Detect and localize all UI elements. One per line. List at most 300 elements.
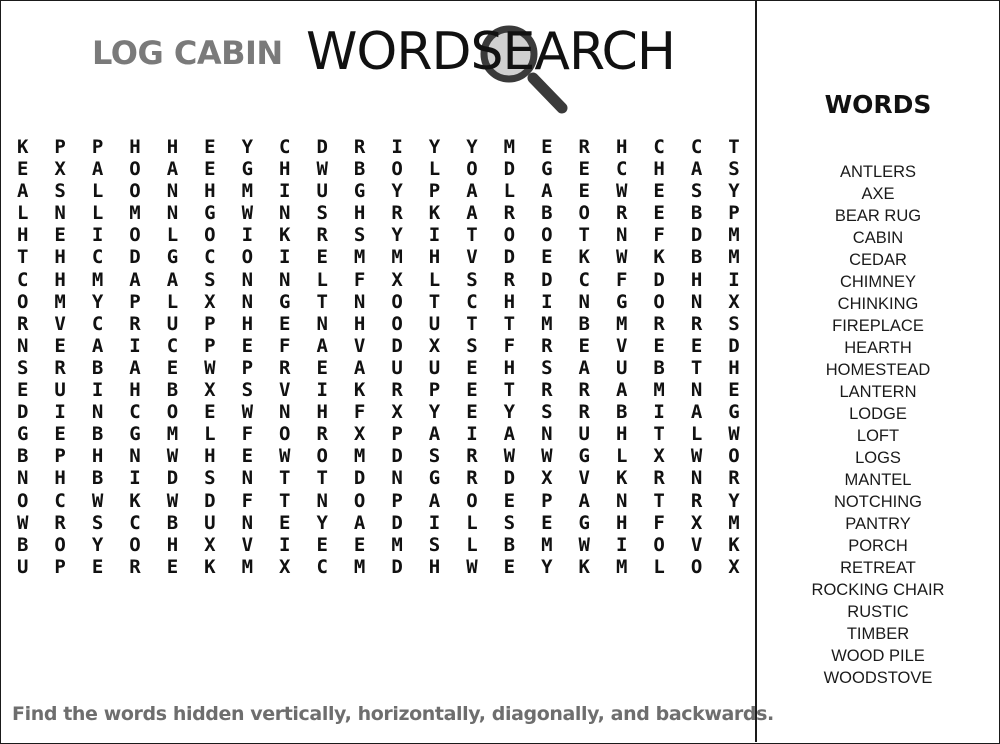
grid-letter[interactable]: W <box>166 445 179 468</box>
grid-letter[interactable]: A <box>166 268 179 291</box>
grid-letter[interactable]: W <box>503 445 516 468</box>
grid-letter[interactable]: X <box>728 555 740 578</box>
grid-letter[interactable]: B <box>690 202 703 225</box>
grid-letter[interactable]: B <box>91 356 104 379</box>
grid-letter[interactable]: D <box>541 268 553 291</box>
grid-letter[interactable]: O <box>129 224 141 247</box>
grid-letter[interactable]: R <box>690 489 703 512</box>
grid-letter[interactable]: M <box>391 246 403 269</box>
grid-letter[interactable]: R <box>316 224 328 247</box>
grid-letter[interactable]: H <box>204 180 216 203</box>
grid-letter[interactable]: R <box>503 268 516 291</box>
grid-letter[interactable]: D <box>503 246 516 269</box>
grid-letter[interactable]: I <box>653 401 665 424</box>
grid-letter[interactable]: A <box>428 489 441 512</box>
grid-letter[interactable]: O <box>129 533 141 556</box>
grid-letter[interactable]: E <box>16 379 29 402</box>
grid-letter[interactable]: I <box>54 401 66 424</box>
grid-letter[interactable]: C <box>166 334 179 357</box>
grid-letter[interactable]: V <box>615 334 628 357</box>
grid-letter[interactable]: G <box>578 511 590 534</box>
grid-letter[interactable]: A <box>466 180 478 203</box>
grid-letter[interactable]: G <box>279 290 291 313</box>
grid-letter[interactable]: D <box>166 467 179 490</box>
grid-letter[interactable]: I <box>466 423 478 446</box>
grid-letter[interactable]: Y <box>541 555 553 578</box>
grid-letter[interactable]: I <box>316 379 328 402</box>
grid-letter[interactable]: Y <box>466 136 478 158</box>
grid-letter[interactable]: T <box>16 246 29 269</box>
grid-letter[interactable]: P <box>91 136 104 158</box>
grid-letter[interactable]: A <box>353 356 366 379</box>
grid-letter[interactable]: R <box>16 312 29 335</box>
grid-letter[interactable]: H <box>166 136 179 158</box>
grid-letter[interactable]: I <box>728 268 740 291</box>
grid-letter[interactable]: D <box>391 445 403 468</box>
grid-letter[interactable]: H <box>353 312 366 335</box>
grid-letter[interactable]: B <box>16 445 29 468</box>
grid-letter[interactable]: R <box>316 423 328 446</box>
grid-letter[interactable]: E <box>653 180 665 203</box>
grid-letter[interactable]: M <box>353 246 366 269</box>
grid-letter[interactable]: E <box>16 158 29 181</box>
grid-letter[interactable]: G <box>615 290 628 313</box>
grid-letter[interactable]: U <box>316 180 328 203</box>
grid-letter[interactable]: A <box>129 268 141 291</box>
grid-letter[interactable]: S <box>316 202 328 225</box>
grid-letter[interactable]: R <box>653 467 665 490</box>
grid-letter[interactable]: H <box>428 246 441 269</box>
grid-letter[interactable]: X <box>391 268 403 291</box>
grid-letter[interactable]: K <box>653 246 665 269</box>
grid-letter[interactable]: V <box>690 533 703 556</box>
grid-letter[interactable]: G <box>728 401 740 424</box>
grid-letter[interactable]: C <box>653 136 665 158</box>
grid-letter[interactable]: R <box>690 312 703 335</box>
grid-letter[interactable]: N <box>129 445 141 468</box>
grid-letter[interactable]: L <box>91 202 104 225</box>
grid-letter[interactable]: M <box>391 533 403 556</box>
grid-letter[interactable]: L <box>316 268 328 291</box>
grid-letter[interactable]: R <box>353 136 366 158</box>
grid-letter[interactable]: M <box>241 180 254 203</box>
grid-letter[interactable]: C <box>615 158 628 181</box>
grid-letter[interactable]: B <box>653 356 665 379</box>
grid-letter[interactable]: S <box>428 445 441 468</box>
grid-letter[interactable]: X <box>428 334 441 357</box>
grid-letter[interactable]: P <box>204 312 216 335</box>
grid-letter[interactable]: T <box>279 489 291 512</box>
grid-letter[interactable]: K <box>428 202 441 225</box>
grid-letter[interactable]: T <box>428 290 441 313</box>
grid-letter[interactable]: W <box>541 445 553 468</box>
grid-letter[interactable]: M <box>615 312 628 335</box>
grid-letter[interactable]: D <box>316 136 328 158</box>
grid-letter[interactable]: C <box>316 555 328 578</box>
grid-letter[interactable]: G <box>578 445 590 468</box>
grid-letter[interactable]: H <box>615 423 628 446</box>
grid-letter[interactable]: M <box>129 202 141 225</box>
grid-letter[interactable]: W <box>615 180 628 203</box>
grid-letter[interactable]: P <box>391 423 403 446</box>
grid-letter[interactable]: W <box>91 489 104 512</box>
grid-letter[interactable]: X <box>541 467 553 490</box>
grid-letter[interactable]: I <box>241 224 254 247</box>
grid-letter[interactable]: A <box>690 158 703 181</box>
grid-letter[interactable]: N <box>316 489 328 512</box>
grid-letter[interactable]: A <box>316 334 328 357</box>
grid-letter[interactable]: W <box>166 489 179 512</box>
grid-letter[interactable]: N <box>279 268 291 291</box>
grid-letter[interactable]: O <box>241 246 254 269</box>
grid-letter[interactable]: R <box>466 467 478 490</box>
grid-letter[interactable]: X <box>204 379 216 402</box>
grid-letter[interactable]: I <box>279 180 291 203</box>
grid-letter[interactable]: Y <box>728 489 740 512</box>
grid-letter[interactable]: M <box>91 268 104 291</box>
grid-letter[interactable]: P <box>428 180 441 203</box>
grid-letter[interactable]: O <box>653 290 665 313</box>
grid-letter[interactable]: H <box>428 555 441 578</box>
grid-letter[interactable]: N <box>316 312 328 335</box>
grid-letter[interactable]: K <box>279 224 291 247</box>
grid-letter[interactable]: D <box>391 511 403 534</box>
grid-letter[interactable]: L <box>428 158 441 181</box>
grid-letter[interactable]: I <box>391 136 403 158</box>
grid-letter[interactable]: L <box>16 202 29 225</box>
grid-letter[interactable]: N <box>16 334 29 357</box>
grid-letter[interactable]: X <box>353 423 366 446</box>
grid-letter[interactable]: W <box>16 511 29 534</box>
grid-letter[interactable]: S <box>428 533 441 556</box>
grid-letter[interactable]: N <box>91 401 104 424</box>
grid-letter[interactable]: W <box>241 401 254 424</box>
grid-letter[interactable]: S <box>54 180 66 203</box>
grid-letter[interactable]: E <box>316 246 328 269</box>
grid-letter[interactable]: R <box>615 202 628 225</box>
grid-letter[interactable]: N <box>541 423 553 446</box>
grid-letter[interactable]: Y <box>503 401 516 424</box>
grid-letter[interactable]: N <box>54 202 66 225</box>
grid-letter[interactable]: C <box>690 136 703 158</box>
grid-letter[interactable]: E <box>503 489 516 512</box>
grid-letter[interactable]: W <box>316 158 328 181</box>
grid-letter[interactable]: N <box>353 290 366 313</box>
grid-letter[interactable]: V <box>54 312 66 335</box>
grid-letter[interactable]: T <box>653 423 665 446</box>
grid-letter[interactable]: X <box>391 401 403 424</box>
grid-letter[interactable]: O <box>578 202 590 225</box>
grid-letter[interactable]: Y <box>391 224 403 247</box>
grid-letter[interactable]: H <box>16 224 29 247</box>
grid-letter[interactable]: R <box>728 467 740 490</box>
grid-letter[interactable]: I <box>428 511 441 534</box>
grid-letter[interactable]: L <box>91 180 104 203</box>
grid-letter[interactable]: O <box>129 158 141 181</box>
grid-letter[interactable]: D <box>728 334 740 357</box>
grid-letter[interactable]: B <box>503 533 516 556</box>
grid-letter[interactable]: X <box>653 445 665 468</box>
grid-letter[interactable]: M <box>728 224 740 247</box>
grid-letter[interactable]: X <box>204 533 216 556</box>
grid-letter[interactable]: R <box>578 136 590 158</box>
grid-letter[interactable]: G <box>541 158 553 181</box>
grid-letter[interactable]: R <box>54 356 66 379</box>
grid-letter[interactable]: E <box>578 158 590 181</box>
grid-letter[interactable]: N <box>279 202 291 225</box>
grid-letter[interactable]: D <box>503 158 516 181</box>
grid-letter[interactable]: M <box>503 136 516 158</box>
grid-letter[interactable]: P <box>728 202 740 225</box>
grid-letter[interactable]: E <box>204 158 216 181</box>
grid-letter[interactable]: D <box>129 246 141 269</box>
grid-letter[interactable]: B <box>91 423 104 446</box>
grid-letter[interactable]: M <box>541 533 553 556</box>
grid-letter[interactable]: E <box>91 555 104 578</box>
grid-letter[interactable]: S <box>541 356 553 379</box>
grid-letter[interactable]: P <box>54 555 66 578</box>
grid-letter[interactable]: G <box>129 423 141 446</box>
grid-letter[interactable]: X <box>279 555 291 578</box>
grid-letter[interactable]: V <box>241 533 254 556</box>
grid-letter[interactable]: B <box>166 379 179 402</box>
grid-letter[interactable]: E <box>353 533 366 556</box>
grid-letter[interactable]: D <box>391 555 403 578</box>
grid-letter[interactable]: K <box>204 555 216 578</box>
grid-letter[interactable]: K <box>728 533 740 556</box>
grid-letter[interactable]: W <box>279 445 291 468</box>
grid-letter[interactable]: S <box>690 180 703 203</box>
grid-letter[interactable]: I <box>541 290 553 313</box>
grid-letter[interactable]: E <box>541 136 553 158</box>
grid-letter[interactable]: E <box>54 423 66 446</box>
grid-letter[interactable]: X <box>728 290 740 313</box>
grid-letter[interactable]: E <box>316 356 328 379</box>
grid-letter[interactable]: E <box>541 511 553 534</box>
grid-letter[interactable]: O <box>466 158 478 181</box>
grid-letter[interactable]: B <box>690 246 703 269</box>
grid-letter[interactable]: H <box>54 246 66 269</box>
grid-letter[interactable]: M <box>166 423 179 446</box>
grid-letter[interactable]: A <box>466 202 478 225</box>
grid-letter[interactable]: G <box>204 202 216 225</box>
grid-letter[interactable]: G <box>241 158 254 181</box>
grid-letter[interactable]: U <box>166 312 179 335</box>
grid-letter[interactable]: R <box>129 555 141 578</box>
grid-letter[interactable]: N <box>615 224 628 247</box>
grid-letter[interactable]: T <box>503 312 516 335</box>
grid-letter[interactable]: X <box>204 290 216 313</box>
grid-letter[interactable]: C <box>204 246 216 269</box>
grid-letter[interactable]: W <box>690 445 703 468</box>
grid-letter[interactable]: A <box>615 379 628 402</box>
grid-letter[interactable]: E <box>166 356 179 379</box>
grid-letter[interactable]: E <box>690 334 703 357</box>
grid-letter[interactable]: E <box>241 334 254 357</box>
grid-letter[interactable]: O <box>129 180 141 203</box>
grid-letter[interactable]: B <box>541 202 553 225</box>
grid-letter[interactable]: T <box>466 312 478 335</box>
grid-letter[interactable]: L <box>653 555 665 578</box>
grid-letter[interactable]: E <box>166 555 179 578</box>
grid-letter[interactable]: F <box>653 224 665 247</box>
grid-letter[interactable]: M <box>353 445 366 468</box>
grid-letter[interactable]: K <box>16 136 29 158</box>
grid-letter[interactable]: A <box>353 511 366 534</box>
grid-letter[interactable]: T <box>690 356 703 379</box>
grid-letter[interactable]: L <box>615 445 628 468</box>
grid-letter[interactable]: Y <box>428 401 441 424</box>
grid-letter[interactable]: U <box>16 555 29 578</box>
grid-letter[interactable]: O <box>316 445 328 468</box>
grid-letter[interactable]: Y <box>91 290 104 313</box>
grid-letter[interactable]: I <box>91 224 104 247</box>
grid-letter[interactable]: U <box>428 312 441 335</box>
grid-letter[interactable]: D <box>353 467 366 490</box>
grid-letter[interactable]: O <box>204 224 216 247</box>
grid-letter[interactable]: C <box>578 268 590 291</box>
grid-letter[interactable]: W <box>728 423 740 446</box>
grid-letter[interactable]: M <box>728 511 740 534</box>
grid-letter[interactable]: N <box>391 467 403 490</box>
grid-letter[interactable]: A <box>578 489 590 512</box>
grid-letter[interactable]: N <box>241 467 254 490</box>
grid-letter[interactable]: E <box>653 202 665 225</box>
grid-letter[interactable]: S <box>91 511 104 534</box>
grid-letter[interactable]: O <box>653 533 665 556</box>
grid-letter[interactable]: C <box>129 401 141 424</box>
grid-letter[interactable]: N <box>16 467 29 490</box>
grid-letter[interactable]: U <box>391 356 403 379</box>
grid-letter[interactable]: Y <box>728 180 740 203</box>
grid-letter[interactable]: F <box>241 423 254 446</box>
grid-letter[interactable]: S <box>728 312 740 335</box>
grid-letter[interactable]: E <box>578 334 590 357</box>
grid-letter[interactable]: T <box>279 467 291 490</box>
grid-letter[interactable]: L <box>466 533 478 556</box>
grid-letter[interactable]: O <box>279 423 291 446</box>
grid-letter[interactable]: G <box>16 423 29 446</box>
grid-letter[interactable]: C <box>91 246 104 269</box>
grid-letter[interactable]: A <box>91 334 104 357</box>
grid-letter[interactable]: R <box>541 379 553 402</box>
grid-letter[interactable]: B <box>578 312 590 335</box>
grid-letter[interactable]: W <box>578 533 590 556</box>
grid-letter[interactable]: M <box>653 379 665 402</box>
grid-letter[interactable]: H <box>615 136 628 158</box>
grid-letter[interactable]: E <box>503 555 516 578</box>
grid-letter[interactable]: U <box>54 379 66 402</box>
grid-letter[interactable]: H <box>316 401 328 424</box>
grid-letter[interactable]: O <box>690 555 703 578</box>
grid-letter[interactable]: O <box>353 489 366 512</box>
grid-letter[interactable]: R <box>541 334 553 357</box>
grid-letter[interactable]: L <box>690 423 703 446</box>
grid-letter[interactable]: P <box>54 445 66 468</box>
grid-letter[interactable]: U <box>615 356 628 379</box>
grid-letter[interactable]: S <box>728 158 740 181</box>
grid-letter[interactable]: E <box>279 312 291 335</box>
grid-letter[interactable]: W <box>615 246 628 269</box>
grid-letter[interactable]: R <box>279 356 291 379</box>
grid-letter[interactable]: L <box>466 511 478 534</box>
grid-letter[interactable]: S <box>503 511 516 534</box>
grid-letter[interactable]: O <box>16 489 29 512</box>
grid-letter[interactable]: E <box>541 246 553 269</box>
grid-letter[interactable]: A <box>578 356 590 379</box>
grid-letter[interactable]: M <box>541 312 553 335</box>
grid-letter[interactable]: Y <box>91 533 104 556</box>
grid-letter[interactable]: L <box>166 224 179 247</box>
grid-letter[interactable]: T <box>316 467 328 490</box>
grid-letter[interactable]: I <box>129 467 141 490</box>
grid-letter[interactable]: N <box>690 290 703 313</box>
grid-letter[interactable]: H <box>54 467 66 490</box>
grid-letter[interactable]: P <box>428 379 441 402</box>
grid-letter[interactable]: N <box>578 290 590 313</box>
grid-letter[interactable]: P <box>54 136 66 158</box>
grid-letter[interactable]: O <box>541 224 553 247</box>
grid-letter[interactable]: W <box>204 356 216 379</box>
grid-letter[interactable]: A <box>129 356 141 379</box>
grid-letter[interactable]: T <box>316 290 328 313</box>
grid-letter[interactable]: A <box>428 423 441 446</box>
grid-letter[interactable]: D <box>503 467 516 490</box>
grid-letter[interactable]: N <box>166 202 179 225</box>
grid-letter[interactable]: Y <box>428 136 441 158</box>
grid-letter[interactable]: I <box>129 334 141 357</box>
grid-letter[interactable]: H <box>653 158 665 181</box>
grid-letter[interactable]: H <box>353 202 366 225</box>
grid-letter[interactable]: E <box>466 401 478 424</box>
grid-letter[interactable]: S <box>204 467 216 490</box>
grid-letter[interactable]: H <box>129 379 141 402</box>
grid-letter[interactable]: F <box>353 268 366 291</box>
grid-letter[interactable]: F <box>503 334 516 357</box>
grid-letter[interactable]: M <box>353 555 366 578</box>
grid-letter[interactable]: L <box>166 290 179 313</box>
grid-letter[interactable]: C <box>54 489 66 512</box>
grid-letter[interactable]: I <box>91 379 104 402</box>
grid-letter[interactable]: S <box>466 268 478 291</box>
grid-letter[interactable]: C <box>16 268 29 291</box>
grid-letter[interactable]: P <box>129 290 141 313</box>
grid-letter[interactable]: W <box>466 555 478 578</box>
grid-letter[interactable]: F <box>615 268 628 291</box>
grid-letter[interactable]: P <box>204 334 216 357</box>
grid-letter[interactable]: S <box>241 379 254 402</box>
grid-letter[interactable]: L <box>204 423 216 446</box>
grid-letter[interactable]: C <box>466 290 478 313</box>
grid-letter[interactable]: I <box>428 224 441 247</box>
grid-letter[interactable]: O <box>503 224 516 247</box>
grid-letter[interactable]: N <box>615 489 628 512</box>
grid-letter[interactable]: K <box>578 246 590 269</box>
grid-letter[interactable]: X <box>54 158 66 181</box>
grid-letter[interactable]: E <box>279 511 291 534</box>
grid-letter[interactable]: M <box>54 290 66 313</box>
grid-letter[interactable]: B <box>166 511 179 534</box>
grid-letter[interactable]: E <box>54 224 66 247</box>
grid-letter[interactable]: D <box>204 489 216 512</box>
grid-letter[interactable]: U <box>428 356 441 379</box>
grid-letter[interactable]: R <box>54 511 66 534</box>
grid-letter[interactable]: D <box>16 401 29 424</box>
grid-letter[interactable]: H <box>503 290 516 313</box>
grid-letter[interactable]: R <box>391 202 403 225</box>
grid-letter[interactable]: P <box>541 489 553 512</box>
grid-letter[interactable]: F <box>353 401 366 424</box>
